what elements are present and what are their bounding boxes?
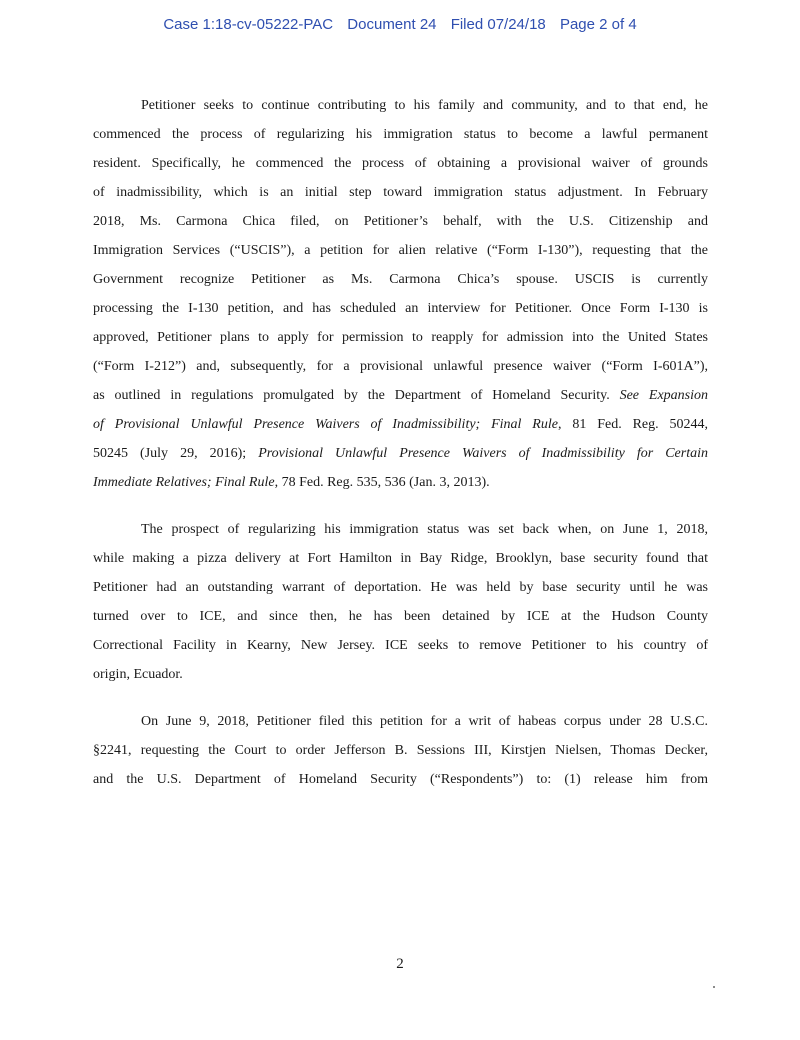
paragraph (93, 515, 708, 689)
document-body (93, 91, 708, 794)
text-segment: turned over to ICE, and since then, he has been detained by ICE at the Hudson County (93, 609, 708, 624)
text-line (93, 410, 708, 439)
text-segment: while making a pizza delivery at Fort Hamilton in Bay Ridge, Brooklyn, base security found that (93, 551, 708, 566)
text-segment: as outlined in regulations promulgated by the Department of Homeland Security. (93, 388, 620, 403)
text-line (93, 381, 708, 410)
text-line (93, 468, 708, 497)
text-line (93, 265, 708, 294)
text-segment: of inadmissibility, which is an initial step toward immigration status adjustment. In February (93, 185, 708, 200)
page-number: 2 (396, 956, 404, 972)
page-indicator: Page 2 of 4 (559, 16, 637, 33)
text-segment: , 78 Fed. Reg. 535, 536 (Jan. 3, 2013). (274, 475, 490, 490)
text-line (93, 323, 708, 352)
case-header (0, 16, 800, 33)
text-segment: 2018, Ms. Carmona Chica filed, on Petitioner’s behalf, with the U.S. Citizenship and (93, 214, 708, 229)
italic-citation: Provisional Unlawful Presence Waivers of Inadmissibility for Certain (258, 446, 708, 461)
text-segment: processing the I-130 petition, and has scheduled an interview for Petitioner. Once Form I-130 is (93, 301, 708, 316)
text-line (93, 707, 708, 736)
text-line (93, 573, 708, 602)
text-segment: Immigration Services (“USCIS”), a petition for alien relative (“Form I-130”), requesting that the (93, 243, 708, 258)
paragraph (93, 91, 708, 497)
text-segment: origin, Ecuador. (93, 667, 183, 682)
text-line (93, 91, 708, 120)
scan-speck (713, 986, 715, 988)
text-segment: 50245 (July 29, 2016); (93, 446, 259, 461)
text-segment: The prospect of regularizing his immigration status was set back when, on June 1, 2018, (141, 522, 708, 537)
text-line (93, 178, 708, 207)
text-line (93, 120, 708, 149)
text-line (93, 736, 708, 765)
text-line (93, 631, 708, 660)
italic-citation: See Expansion (619, 388, 709, 403)
text-line (93, 149, 708, 178)
text-segment: Petitioner had an outstanding warrant of deportation. He was held by base security until he was (93, 580, 708, 595)
text-line (93, 236, 708, 265)
case-number: Case 1:18-cv-05222-PAC (163, 16, 334, 33)
text-line (93, 207, 708, 236)
text-segment: (“Form I-212”) and, subsequently, for a provisional unlawful presence waiver (“Form I-601A”), (93, 359, 708, 374)
text-segment: approved, Petitioner plans to apply for permission to reapply for admission into the United States (93, 330, 708, 345)
text-line (93, 544, 708, 573)
filed-date: Filed 07/24/18 (450, 16, 546, 33)
text-segment: Government recognize Petitioner as Ms. Carmona Chica’s spouse. USCIS is currently (93, 272, 708, 287)
paragraph (93, 707, 708, 794)
text-segment: commenced the process of regularizing his immigration status to become a lawful permanent (93, 127, 708, 142)
italic-citation: of Provisional Unlawful Presence Waivers of Inadmissibility; Final Rule (93, 417, 558, 432)
text-line (93, 352, 708, 381)
text-segment: On June 9, 2018, Petitioner filed this petition for a writ of habeas corpus under 28 U.S.C. (141, 714, 708, 729)
italic-citation: Immediate Relatives; Final Rule (93, 475, 275, 490)
document-number: Document 24 (347, 16, 437, 33)
text-line (93, 765, 708, 794)
text-segment: and the U.S. Department of Homeland Security (“Respondents”) to: (1) release him from (93, 772, 708, 787)
text-segment: , 81 Fed. Reg. 50244, (557, 417, 708, 432)
text-segment: resident. Specifically, he commenced the process of obtaining a provisional waiver of grounds (93, 156, 708, 171)
text-segment: Correctional Facility in Kearny, New Jersey. ICE seeks to remove Petitioner to his country of (93, 638, 708, 653)
text-line (93, 602, 708, 631)
text-segment: Petitioner seeks to continue contributing to his family and community, and to that end, he (141, 98, 708, 113)
text-segment: §2241, requesting the Court to order Jefferson B. Sessions III, Kirstjen Nielsen, Thomas Decker, (93, 743, 708, 758)
text-line (93, 294, 708, 323)
text-line (93, 439, 708, 468)
text-line (93, 515, 708, 544)
text-line (93, 660, 708, 689)
